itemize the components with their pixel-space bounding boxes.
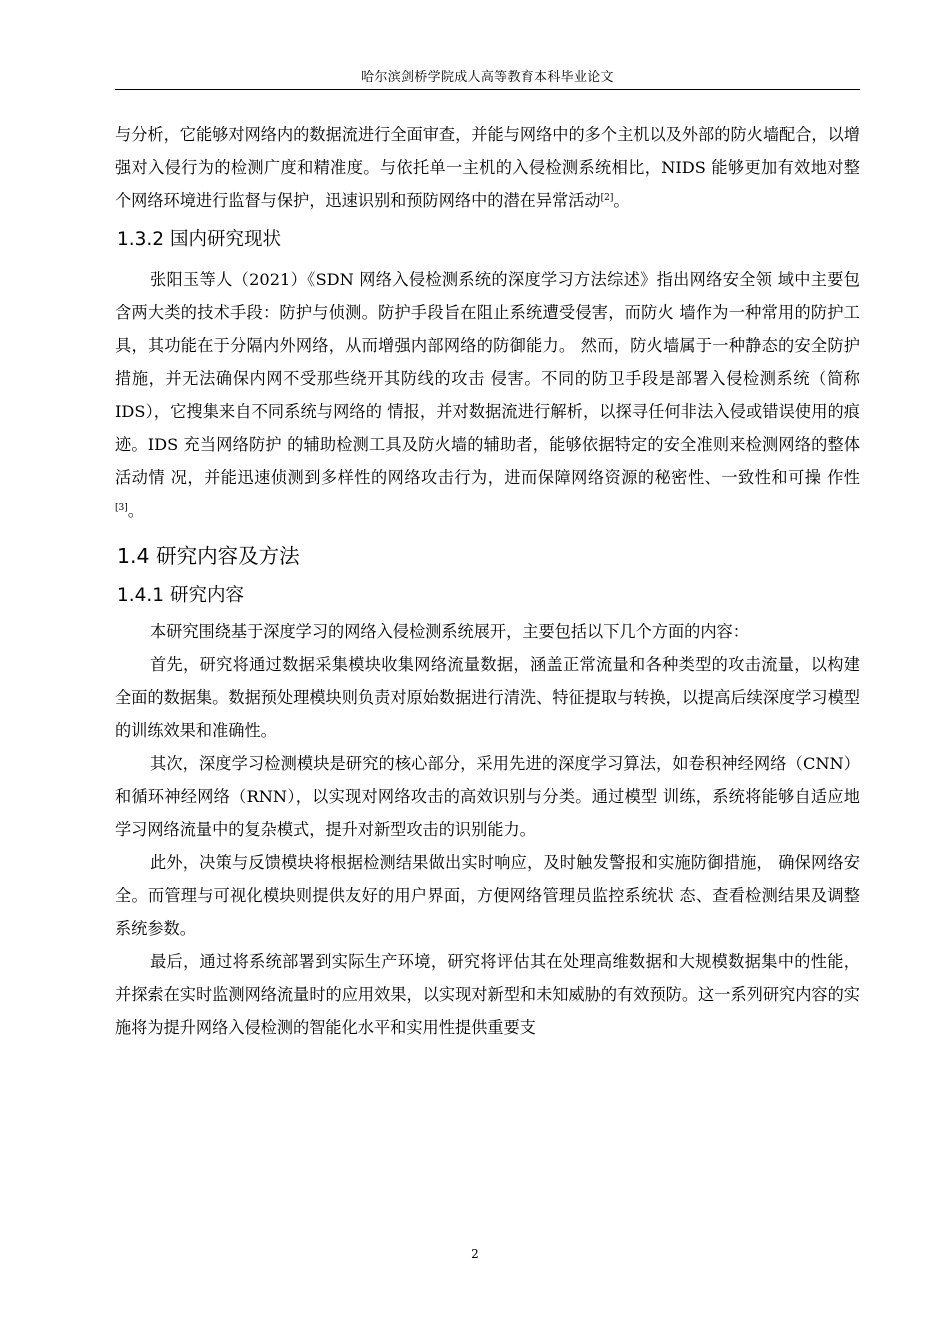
section-heading-1-4-1: 1.4.1 研究内容 xyxy=(117,585,244,606)
paragraph-finally: 最后，通过将系统部署到实际生产环境，研究将评估其在处理高维数据和大规模数据集中的性能，并探索在实时监测网络流量时的应用效果，以实现对新型和未知威胁的有效预防。这一系列研究内容的实施将为提升网络入侵检测的智能化水平和实用性提供重要支 xyxy=(115,952,860,1037)
page-body xyxy=(115,118,860,1044)
paragraph-domestic-research xyxy=(115,263,860,527)
paragraph-second: 其次，深度学习检测模块是研究的核心部分，采用先进的深度学习算法，如卷积神经网络（CNN）和循环神经网络（RNN），以实现对网络攻击的高效识别与分类。通过模型 训练，系统将能够自适应地学习网络流量中的复杂模式，提升对新型攻击的识别能力。 xyxy=(115,754,860,839)
page-number: 2 xyxy=(471,1247,479,1261)
citation-ref[interactable]: [3] xyxy=(115,503,128,513)
section-heading-1-3-2: 1.3.2 国内研究现状 xyxy=(117,229,281,250)
header-rule xyxy=(115,89,860,90)
paragraph-end: 。 xyxy=(613,191,630,210)
paragraph-first: 首先，研究将通过数据采集模块收集网络流量数据，涵盖正常流量和各种类型的攻击流量，以构建全面的数据集。数据预处理模块则负责对原始数据进行清洗、特征提取与转换，以提高后续深度学习模型的训练效果和准确性。 xyxy=(115,655,860,740)
paragraph-text: 与分析，它能够对网络内的数据流进行全面审查，并能与网络中的多个主机以及外部的防火墙配合，以增强对入侵行为的检测广度和精准度。与依托单一主机的入侵检测系统相比，NIDS 能够更加有效地对整个网络环境进行监督与保护，迅速识别和预防网络中的潜在异常活动 xyxy=(115,125,860,210)
paragraph-additionally: 此外，决策与反馈模块将根据检测结果做出实时响应，及时触发警报和实施防御措施， 确保网络安全。而管理与可视化模块则提供友好的用户界面，方便网络管理员监控系统状 态、查看检测结果及调整系统参数。 xyxy=(115,853,860,938)
paragraph-intro-continued xyxy=(115,118,860,217)
citation-ref[interactable]: [2] xyxy=(600,193,614,203)
paragraph-research-overview: 本研究围绕基于深度学习的网络入侵检测系统展开，主要包括以下几个方面的内容： xyxy=(150,622,749,641)
paragraph-text: 张阳玉等人（2021）《SDN 网络入侵检测系统的深度学习方法综述》指出网络安全领 域中主要包含两大类的技术手段：防护与侦测。防护手段旨在阻止系统遭受侵害，而防火 墙作为一种常用的防护工具，其功能在于分隔内外网络，从而增强内部网络的防御能力。 然而，防火墙属于一种静态的安全防护措施，并无法确保内网不受那些绕开其防线的攻击 侵害。不同的防卫手段是部署入侵检测系统（简称 IDS），它搜集来自不同系统与网络的 情报，并对数据流进行解析，以探寻任何非法入侵或错误使用的痕迹。IDS 充当网络防护 的辅助检测工具及防火墙的辅助者，能够依据特定的安全准则来检测网络的整体活动情 况，并能迅速侦测到多样性的网络攻击行为，进而保障网络资源的秘密性、一致性和可操 作性 xyxy=(115,270,860,487)
paragraph-end: 。 xyxy=(127,501,144,520)
section-heading-1-4: 1.4 研究内容及方法 xyxy=(117,544,300,568)
page-header: 哈尔滨剑桥学院成人高等教育本科毕业论文 xyxy=(361,70,614,85)
